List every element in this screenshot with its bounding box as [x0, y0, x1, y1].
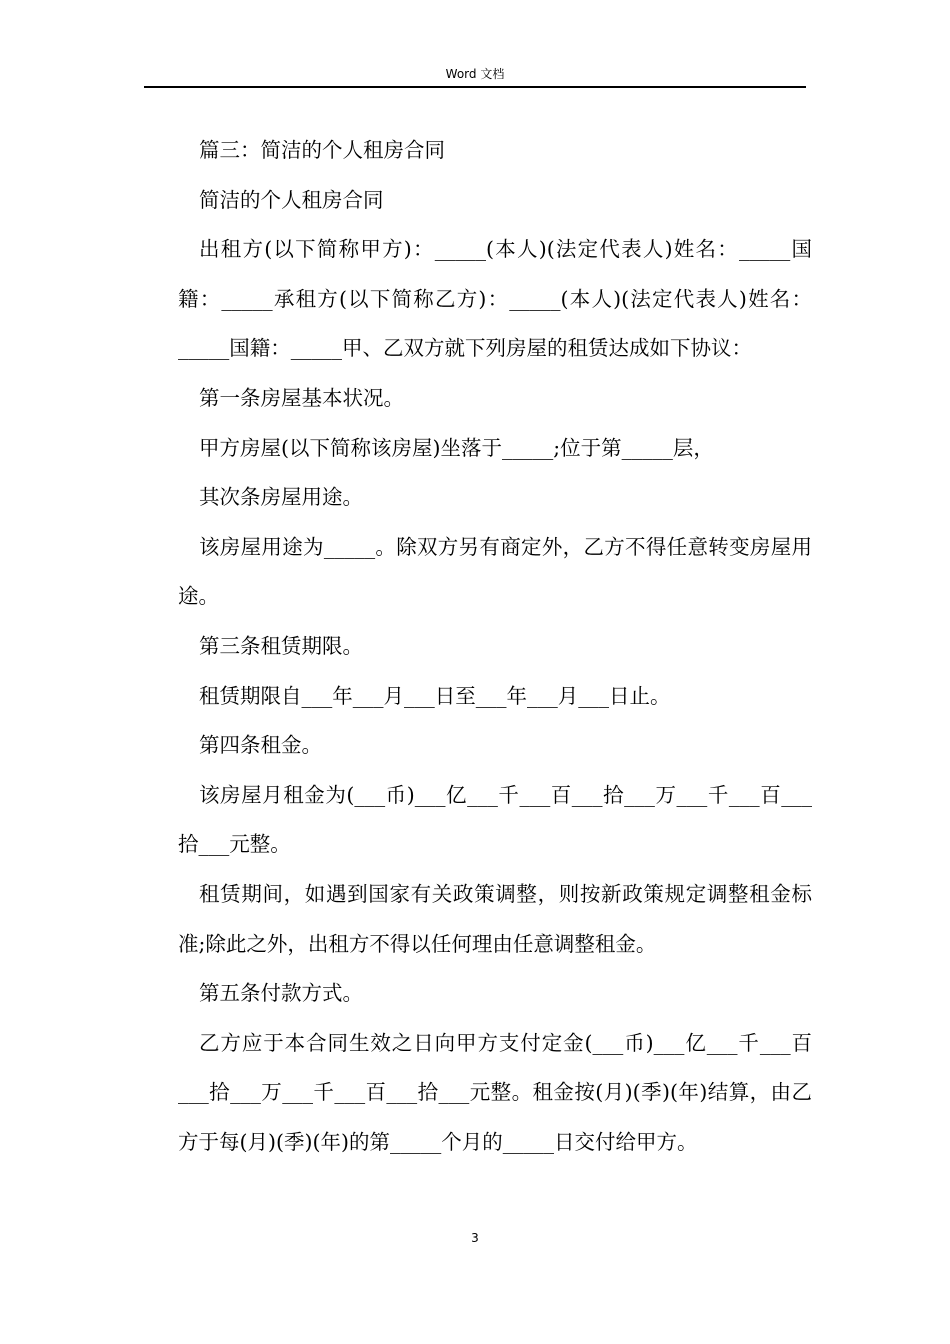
- parties-paragraph: 出租方(以下简称甲方)：_____(本人)(法定代表人)姓名：_____国籍：_____承租方(以下简称乙方)：_____(本人)(法定代表人)姓名：_____国籍：_____甲、乙双方就下列房屋的租赁达成如下协议：: [178, 237, 812, 361]
- article-1-text: 甲方房屋(以下简称该房屋)坐落于_____;位于第_____层，: [199, 435, 714, 460]
- page-header: Word 文档: [445, 67, 505, 81]
- article-5-heading: 第五条付款方式。: [199, 981, 363, 1006]
- header-divider: [144, 86, 806, 88]
- contract-title: 简洁的个人租房合同: [199, 187, 384, 212]
- article-1-heading: 第一条房屋基本状况。: [199, 385, 404, 410]
- article-2-text: 该房屋用途为_____。除双方另有商定外，乙方不得任意转变房屋用途。: [178, 534, 812, 609]
- page-number: 3: [471, 1231, 479, 1245]
- article-3-text: 租赁期限自___年___月___日至___年___月___日止。: [199, 683, 671, 708]
- article-4-rent-text: 该房屋月租金为(___币)___亿___千___百___拾___万___千___百___拾___元整。: [178, 782, 812, 857]
- article-3-heading: 第三条租赁期限。: [199, 633, 363, 658]
- article-2-heading: 其次条房屋用途。: [199, 485, 363, 510]
- section-title: 篇三：简洁的个人租房合同: [199, 138, 445, 162]
- article-4-heading: 第四条租金。: [199, 733, 322, 758]
- document-body: [178, 126, 812, 1167]
- article-4-adjustment-text: 租赁期间，如遇到国家有关政策调整，则按新政策规定调整租金标准;除此之外，出租方不得以任何理由任意调整租金。: [178, 881, 812, 956]
- article-5-text: 乙方应于本合同生效之日向甲方支付定金(___币)___亿___千___百___拾___万___千___百___拾___元整。租金按(月)(季)(年)结算，由乙方于每(月)(季)(年)的第_____个月的_____日交付给甲方。: [178, 1030, 812, 1154]
